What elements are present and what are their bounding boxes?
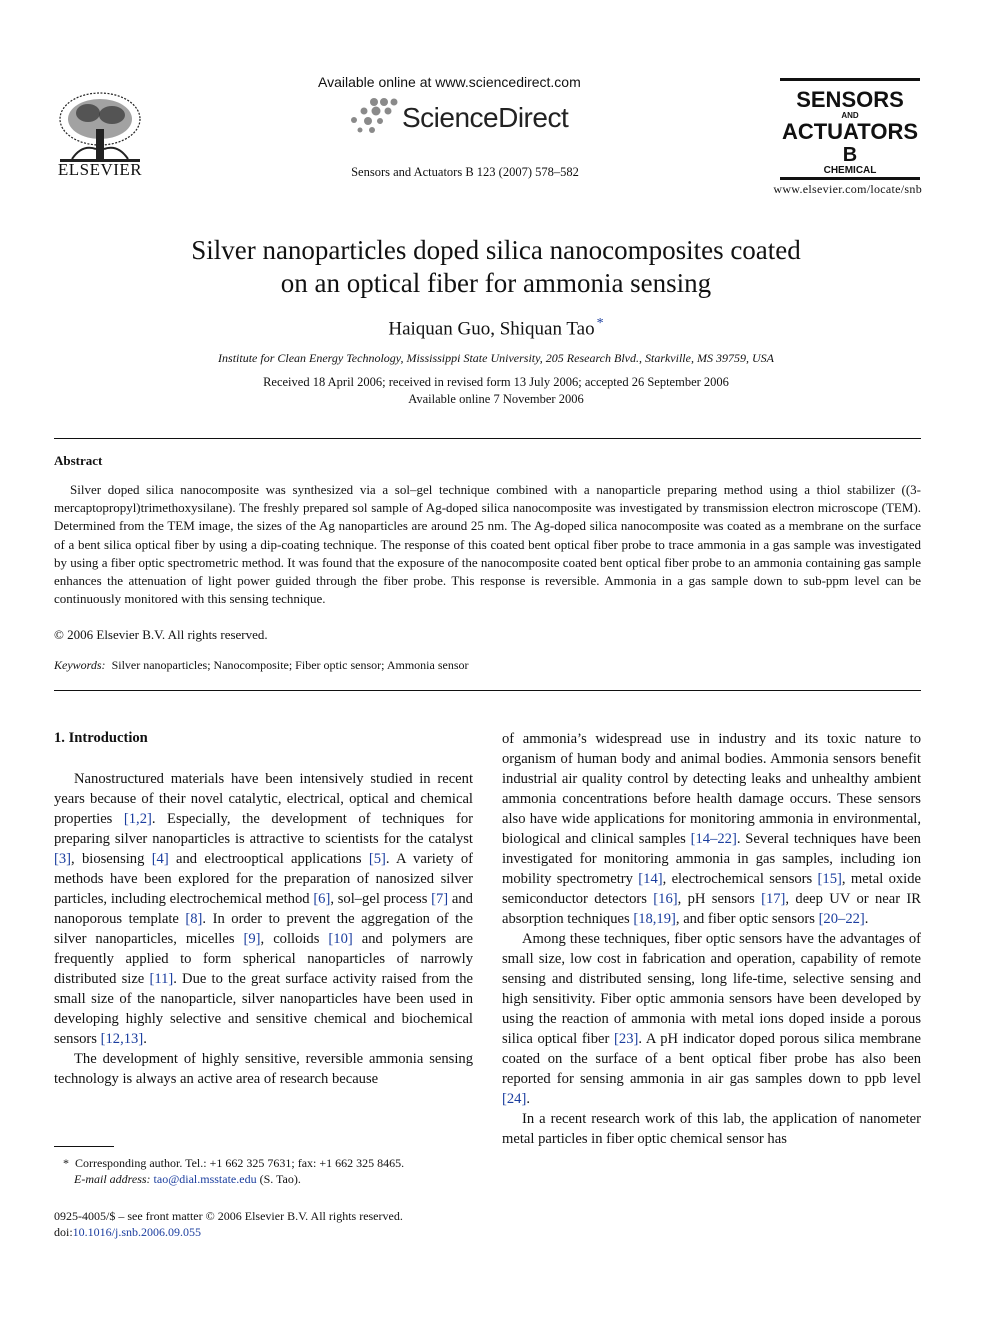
bottom-divider: [54, 690, 921, 691]
keywords-label: Keywords:: [54, 658, 106, 672]
available-online-text: Available online at www.sciencedirect.com: [318, 74, 581, 90]
top-divider: [54, 438, 921, 439]
citation-link[interactable]: [10]: [328, 931, 353, 947]
paragraph-text: .: [143, 1031, 147, 1047]
email-link[interactable]: tao@dial.msstate.edu: [153, 1172, 257, 1186]
citation-link[interactable]: [4]: [151, 851, 169, 867]
keywords-list: Silver nanoparticles; Nanocomposite; Fiber optic sensor; Ammonia sensor: [111, 658, 469, 672]
citation-link[interactable]: [14]: [638, 871, 663, 887]
paragraph-text: In a recent research work of this lab, the application of nanometer metal particles in fiber optic chemical sensor has: [502, 1111, 921, 1147]
paragraph-text: The development of highly sensitive, reversible ammonia sensing technology is always an active area of research because: [54, 1051, 473, 1087]
citation-link[interactable]: [23]: [614, 1031, 639, 1047]
paragraph-text: , and fiber optic sensors: [675, 911, 819, 927]
article-title-line1: Silver nanoparticles doped silica nanocomposites coated: [191, 235, 801, 265]
paragraph: [502, 729, 921, 929]
footnote-corresponding: [54, 1155, 484, 1171]
footnote-email: [54, 1171, 484, 1187]
authors: [96, 316, 896, 340]
citation-link[interactable]: [9]: [243, 931, 261, 947]
footnote-rule: [54, 1146, 114, 1147]
keywords: [54, 658, 469, 673]
article-title-line2: on an optical fiber for ammonia sensing: [280, 268, 712, 298]
paragraph-text: . Especially, the development of techniques for preparing silver nanoparticles is attractive to scientists for the catalyst: [54, 811, 473, 847]
abstract-copyright: © 2006 Elsevier B.V. All rights reserved.: [54, 627, 268, 642]
sciencedirect-dots-icon: [344, 96, 400, 136]
journal-logo: [780, 78, 920, 180]
paragraph-text: . In order to prevent the aggregation of the silver nanoparticles, micelles: [54, 911, 473, 947]
affiliation: Institute for Clean Energy Technology, Mississippi State University, 205 Research Blvd., Starkville, MS 39759, USA: [218, 351, 774, 365]
right-column: [502, 729, 921, 1149]
citation-link[interactable]: [18,19]: [633, 911, 676, 927]
paragraph-text: and nanoporous template: [54, 891, 473, 927]
citation-link[interactable]: [20–22]: [818, 911, 865, 927]
journal-logo-line1: SENSORS: [796, 87, 904, 112]
journal-logo-line3: ACTUATORS: [781, 119, 919, 144]
abstract-text: Silver doped silica nanocomposite was synthesized via a sol–gel technique combined with a nanoparticle preparing method using a thiol stabilizer ((3-mercaptopropyl)trimethoxysilane). The freshly prepared sol sample of Ag-doped silica nanocomposite was investigated by transmission electron microscope (TEM). Determined from the TEM image, the sizes of the Ag nanoparticles are around 25 nm. The Ag-doped silica nanocomposite was coated as a membrane on the surface of a bent silica optical fiber by using a dip-coating technique. The response of this coated bent optical fiber probe to trace ammonia in a gas sample was investigated by using a fiber optic spectrometric method. It was found that the exposure of the nanocomposite coated bent optical fiber probe to an ammonia containing gas sample enhances the attenuation of light power guided through the fiber probe. This response is reversible. Ammonia in a gas sample down to sub-ppm level can be continuously monitored with this sensing technique.: [54, 482, 921, 607]
available-online-date: Available online 7 November 2006: [408, 392, 584, 406]
citation-link[interactable]: [15]: [817, 871, 842, 887]
citation-link[interactable]: [17]: [761, 891, 786, 907]
doi-label: doi:: [54, 1225, 73, 1239]
paragraph-text: . A pH indicator doped porous silica membrane coated on the surface of a bent optical fiber probe has also been reported for sensing ammonia in air gas samples down to ppb level: [502, 1031, 921, 1087]
author-names: Haiquan Guo, Shiquan Tao: [388, 318, 595, 340]
journal-logo-line4: B: [842, 144, 858, 166]
paragraph-text: , colloids: [260, 931, 329, 947]
paragraph-text: , electrochemical sensors: [662, 871, 818, 887]
citation-link[interactable]: [5]: [368, 851, 386, 867]
article-dates: [96, 374, 896, 408]
footnote-corresponding-text: Corresponding author. Tel.: +1 662 325 7631; fax: +1 662 325 8465.: [75, 1156, 405, 1170]
paragraph-text: .: [864, 911, 869, 927]
doi-link[interactable]: 10.1016/j.snb.2006.09.055: [72, 1225, 202, 1239]
citation-link[interactable]: [1,2]: [123, 811, 152, 827]
left-column: [54, 769, 473, 1089]
paragraph-text: . A variety of methods have been explored for the preparation of nanosized silver particles, including electrochemical method: [54, 851, 474, 907]
paragraph-text: , deep UV or near IR absorption techniques: [502, 891, 921, 927]
abstract-heading: Abstract: [54, 453, 103, 468]
paragraph-text: .: [526, 1091, 530, 1107]
citation-link[interactable]: [12,13]: [100, 1031, 144, 1047]
footnote-mark: *: [63, 1156, 69, 1170]
paragraph: [502, 929, 921, 1109]
corresponding-author-mark[interactable]: *: [596, 316, 604, 331]
paragraph-text: , sol–gel process: [330, 891, 432, 907]
sciencedirect-wordmark: ScienceDirect: [402, 102, 569, 133]
section-heading-introduction: 1. Introduction: [54, 730, 148, 746]
paragraph-text: , biosensing: [71, 851, 152, 867]
publisher-name: ELSEVIER: [57, 160, 143, 179]
paragraph-text: . Several techniques have been investigated for monitoring ammonia in gas samples, including ion mobility spectrometry: [502, 831, 921, 887]
citation-link[interactable]: [6]: [313, 891, 331, 907]
paragraph-text: and polymers are frequently applied to form spherical nanoparticles of narrowly distributed size: [54, 931, 473, 987]
paragraph-text: , metal oxide semiconductor detectors: [502, 871, 921, 907]
paragraph: [54, 1049, 473, 1089]
footnote: [54, 1155, 484, 1187]
paragraph-text: of ammonia’s widespread use in industry and its toxic nature to organism of human body and animal bodies. Ammonia sensors benefit industrial air quality control by detecting leaks and unhealthy ambient ammonia concentrations before health damage occurs. These sensors also have wide applications for monitoring ammonia in environmental, biological and clinical samples: [502, 731, 921, 847]
citation-link[interactable]: [8]: [185, 911, 203, 927]
citation-link[interactable]: [24]: [502, 1091, 527, 1107]
email-label: E-mail address:: [74, 1172, 151, 1186]
paragraph-text: and electrooptical applications: [168, 851, 369, 867]
paragraph-text: Nanostructured materials have been intensively studied in recent years because of their novel catalytic, electrical, optical and chemical properties: [54, 771, 473, 827]
paragraph-text: . Due to the great surface activity raised from the small size of the nanoparticle, silver nanoparticles have been used in developing highly selective and sensitive chemical and biochemical sensors: [54, 971, 473, 1047]
paragraph-text: , pH sensors: [677, 891, 762, 907]
issn-line: 0925-4005/$ – see front matter © 2006 Elsevier B.V. All rights reserved.: [54, 1209, 403, 1223]
email-suffix: (S. Tao).: [259, 1172, 301, 1186]
citation-link[interactable]: [16]: [653, 891, 678, 907]
journal-reference: Sensors and Actuators B 123 (2007) 578–582: [351, 165, 579, 179]
issn-block: [54, 1208, 484, 1240]
paragraph: [502, 1109, 921, 1149]
citation-link[interactable]: [14–22]: [690, 831, 737, 847]
received-dates: Received 18 April 2006; received in revised form 13 July 2006; accepted 26 September 2006: [263, 375, 729, 389]
citation-link[interactable]: [3]: [54, 851, 72, 867]
doi-line: [54, 1224, 484, 1240]
paragraph-text: Among these techniques, fiber optic sensors have the advantages of small size, low cost in fabrication and operation, capability of remote sensing and distributed sensing, long life-time, selective sensing and high sensitivity. Fiber optic ammonia sensors have been developed by using the reaction of ammonia with metal ions doped inside a porous silica optical fiber: [502, 931, 921, 1047]
journal-url[interactable]: www.elsevier.com/locate/snb: [773, 182, 922, 196]
citation-link[interactable]: [7]: [431, 891, 449, 907]
article-title: [96, 234, 896, 300]
journal-logo-line2: AND: [841, 111, 859, 120]
paragraph: [54, 769, 473, 1049]
citation-link[interactable]: [11]: [149, 971, 174, 987]
journal-logo-line5: CHEMICAL: [823, 165, 877, 176]
